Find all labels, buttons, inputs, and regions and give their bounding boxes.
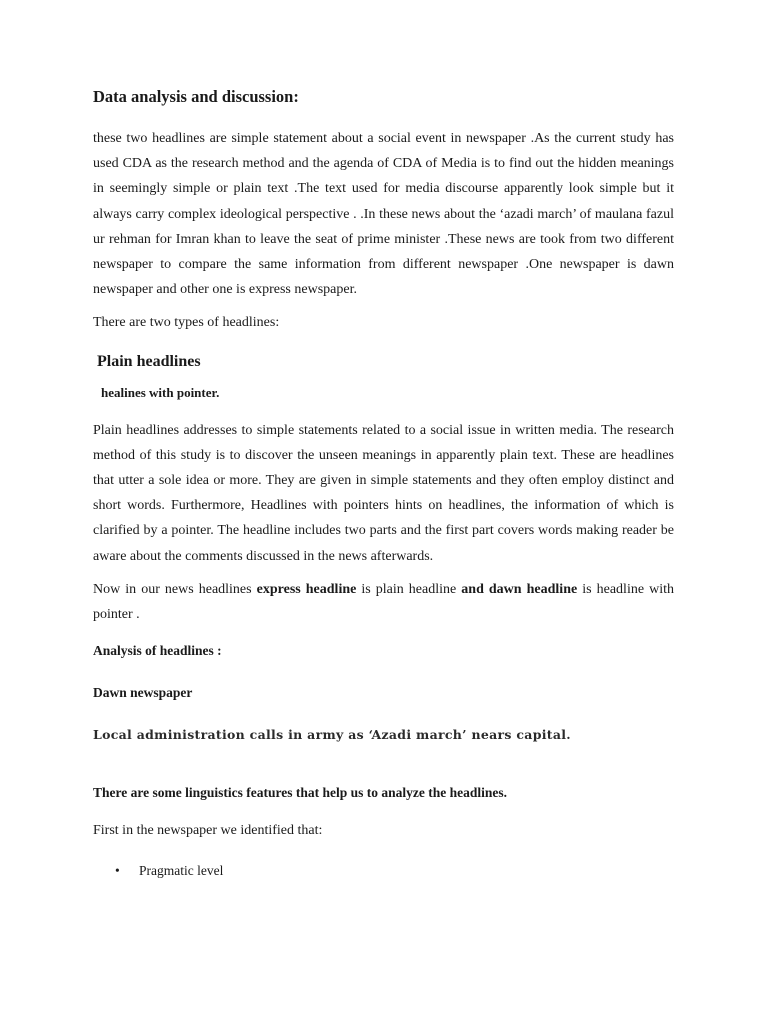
- paragraph-explanation: Plain headlines addresses to simple statements related to a social issue in written media. The research method of this study is to discover the unseen meanings in apparently plain text. These are headlines that utter a sole idea or more. They are given in simple statements and they often employ distinct and short words. Furthermore, Headlines with pointers hints on headlines, the information of which is clarified by a pointer. The headline includes two parts and the first part covers words making reader be aware about the comments discussed in the news afterwards.: [93, 422, 674, 564]
- comparison-text-1: Now in our news headlines: [93, 581, 257, 597]
- bullet-list: [93, 861, 674, 881]
- dawn-headline: Local administration calls in army as ‘Azadi march’ nears capital.: [93, 727, 571, 743]
- dawn-newspaper-heading: Dawn newspaper: [93, 685, 193, 701]
- features-heading: There are some linguistics features that help us to analyze the headlines.: [93, 785, 507, 801]
- bullet-text: Pragmatic level: [139, 863, 224, 879]
- comparison-text-2: is plain headline: [356, 581, 462, 597]
- paragraph-intro: these two headlines are simple statement about a social event in newspaper .As the current study has used CDA as the research method and the agenda of CDA of Media is to find out the hidden meanings in seemingly simple or plain text .The text used for media discourse apparently look simple but it always carry complex ideological perspective . .In these news about the ‘azadi march’ of maulana fazul ur rehman for Imran khan to leave the seat of prime minister .These news are took from two different newspaper to compare the same information from different newspaper .One newspaper is dawn newspaper and other one is express newspaper.: [93, 131, 674, 298]
- comparison-text-3: is headline with pointer .: [93, 581, 674, 623]
- comparison-bold-dawn: and dawn headline: [461, 581, 578, 597]
- document-page: [93, 86, 674, 881]
- list-item: [93, 861, 674, 881]
- section-heading: Data analysis and discussion:: [93, 87, 299, 106]
- paragraph-comparison: [93, 577, 674, 627]
- bullet-icon: •: [115, 863, 120, 879]
- analysis-heading: Analysis of headlines :: [93, 643, 222, 659]
- subheading-headlines-with-pointer: healines with pointer.: [101, 384, 220, 400]
- first-line-text: First in the newspaper we identified that:: [93, 823, 323, 839]
- comparison-bold-express: express headline: [256, 581, 357, 597]
- paragraph-types: There are two types of headlines:: [93, 315, 280, 331]
- subheading-plain-headlines: Plain headlines: [97, 352, 201, 370]
